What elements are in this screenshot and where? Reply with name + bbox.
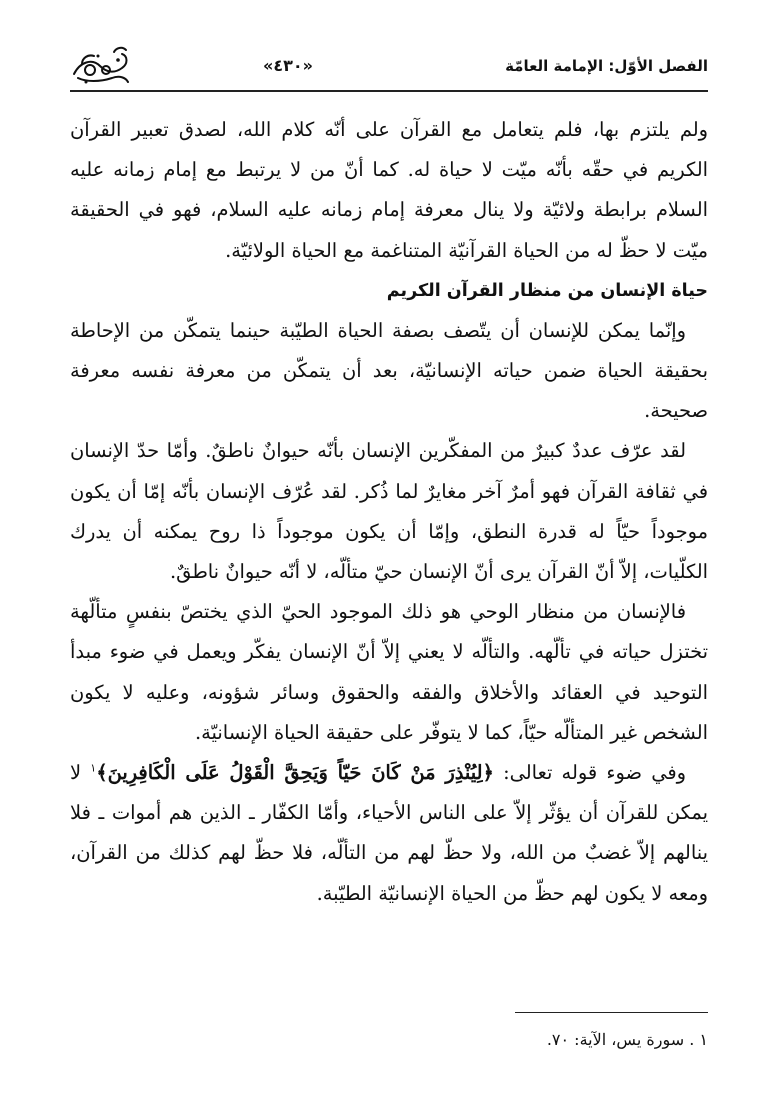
footnote: ١ . سورة يس، الآية: ٧٠. (546, 1030, 708, 1049)
quran-verse: ﴿لِيُنْذِرَ مَنْ كَانَ حَيّاً وَيَحِقَّ الْقَوْلُ عَلَى الْكَافِرِينَ﴾ (96, 761, 494, 785)
page-number-value: ٤٣٠ (273, 56, 303, 75)
calligraphy-ornament-icon (70, 44, 132, 88)
section-heading: حياة الإنسان من منظار القرآن الكريم (386, 280, 708, 301)
main-text (70, 110, 708, 914)
paragraph-1: ولم يلتزم بها، فلم يتعامل مع القرآن على أنّه كلام الله، لصدق تعبير القرآن الكريم في حقّه بأنّه ميّت لا حياة له. كما أنّ من لا يرتبط مع إمام زمانه عليه السلام برابطة ولائيّة ولا ينال معرفة إمام زمانه عليه السلام، فهو في الحقيقة ميّت لا حظّ له من الحياة القرآنيّة المتناغمة مع الحياة الولائيّة. (70, 118, 708, 262)
paragraph-5-intro: وفي ضوء قوله تعالى: (493, 761, 686, 785)
page-header (70, 44, 708, 88)
paragraph-2: وإنّما يمكن للإنسان أن يتّصف بصفة الحياة الطيّبة حينما يتمكّن من الإحاطة بحقيقة الحياة ضمن حياته الإنسانيّة، بعد أن يتمكّن من معرفة نفسه معرفة صحيحة. (70, 318, 708, 423)
chapter-title: الفصل الأوّل: الإمامة العامّة (505, 57, 708, 75)
footnote-marker[interactable]: ١ (90, 761, 97, 775)
paragraph-4: فالإنسان من منظار الوحي هو ذلك الموجود الحيّ الذي يختصّ بنفسٍ متألّهة تختزل حياته في تألّهه. والتألّه لا يعني إلاّ أنّ الإنسان يفكّر ويعمل في ضوء مبدأ التوحيد في العقائد والأخلاق والفقه والحقوق وسائر شؤونه، وعليه لا يكون الشخص غير المتألّه حيّاً، كما لا يتوفّر على حقيقة الحياة الإنسانيّة. (70, 600, 708, 744)
header-rule (70, 90, 708, 92)
paragraph-3: لقد عرّف عددٌ كبيرٌ من المفكّرين الإنسان بأنّه حيوانٌ ناطقٌ. وأمّا حدّ الإنسان في ثقافة القرآن فهو أمرٌ آخر مغايرٌ لما ذُكر. لقد عُرّف الإنسان بأنّه إمّا أن يكون موجوداً حيّاً له قدرة النطق، وإمّا أن يكون موجوداً ذا روح يمكنه أن يدرك الكلّيات، إلاّ أنّ القرآن يرى أنّ الإنسان حيّ متألّه، لا أنّه حيوانٌ ناطقٌ. (70, 439, 708, 584)
page-number: «٤٣٠» (263, 56, 313, 75)
paragraph-5-rest: لا يمكن للقرآن أن يؤثّر إلاّ على الناس الأحياء، وأمّا الكفّار ـ الذين هم أموات ـ فلا ينالهم إلاّ غضبٌ من الله، ولا حظّ لهم من التألّه، فلا حظّ لهم كذلك من القرآن، ومعه لا يكون لهم حظّ من الحياة الإنسانيّة الطيّبة. (70, 761, 708, 905)
footnote-rule (515, 1012, 708, 1013)
paragraph-5 (70, 753, 708, 914)
book-page (70, 44, 708, 1084)
